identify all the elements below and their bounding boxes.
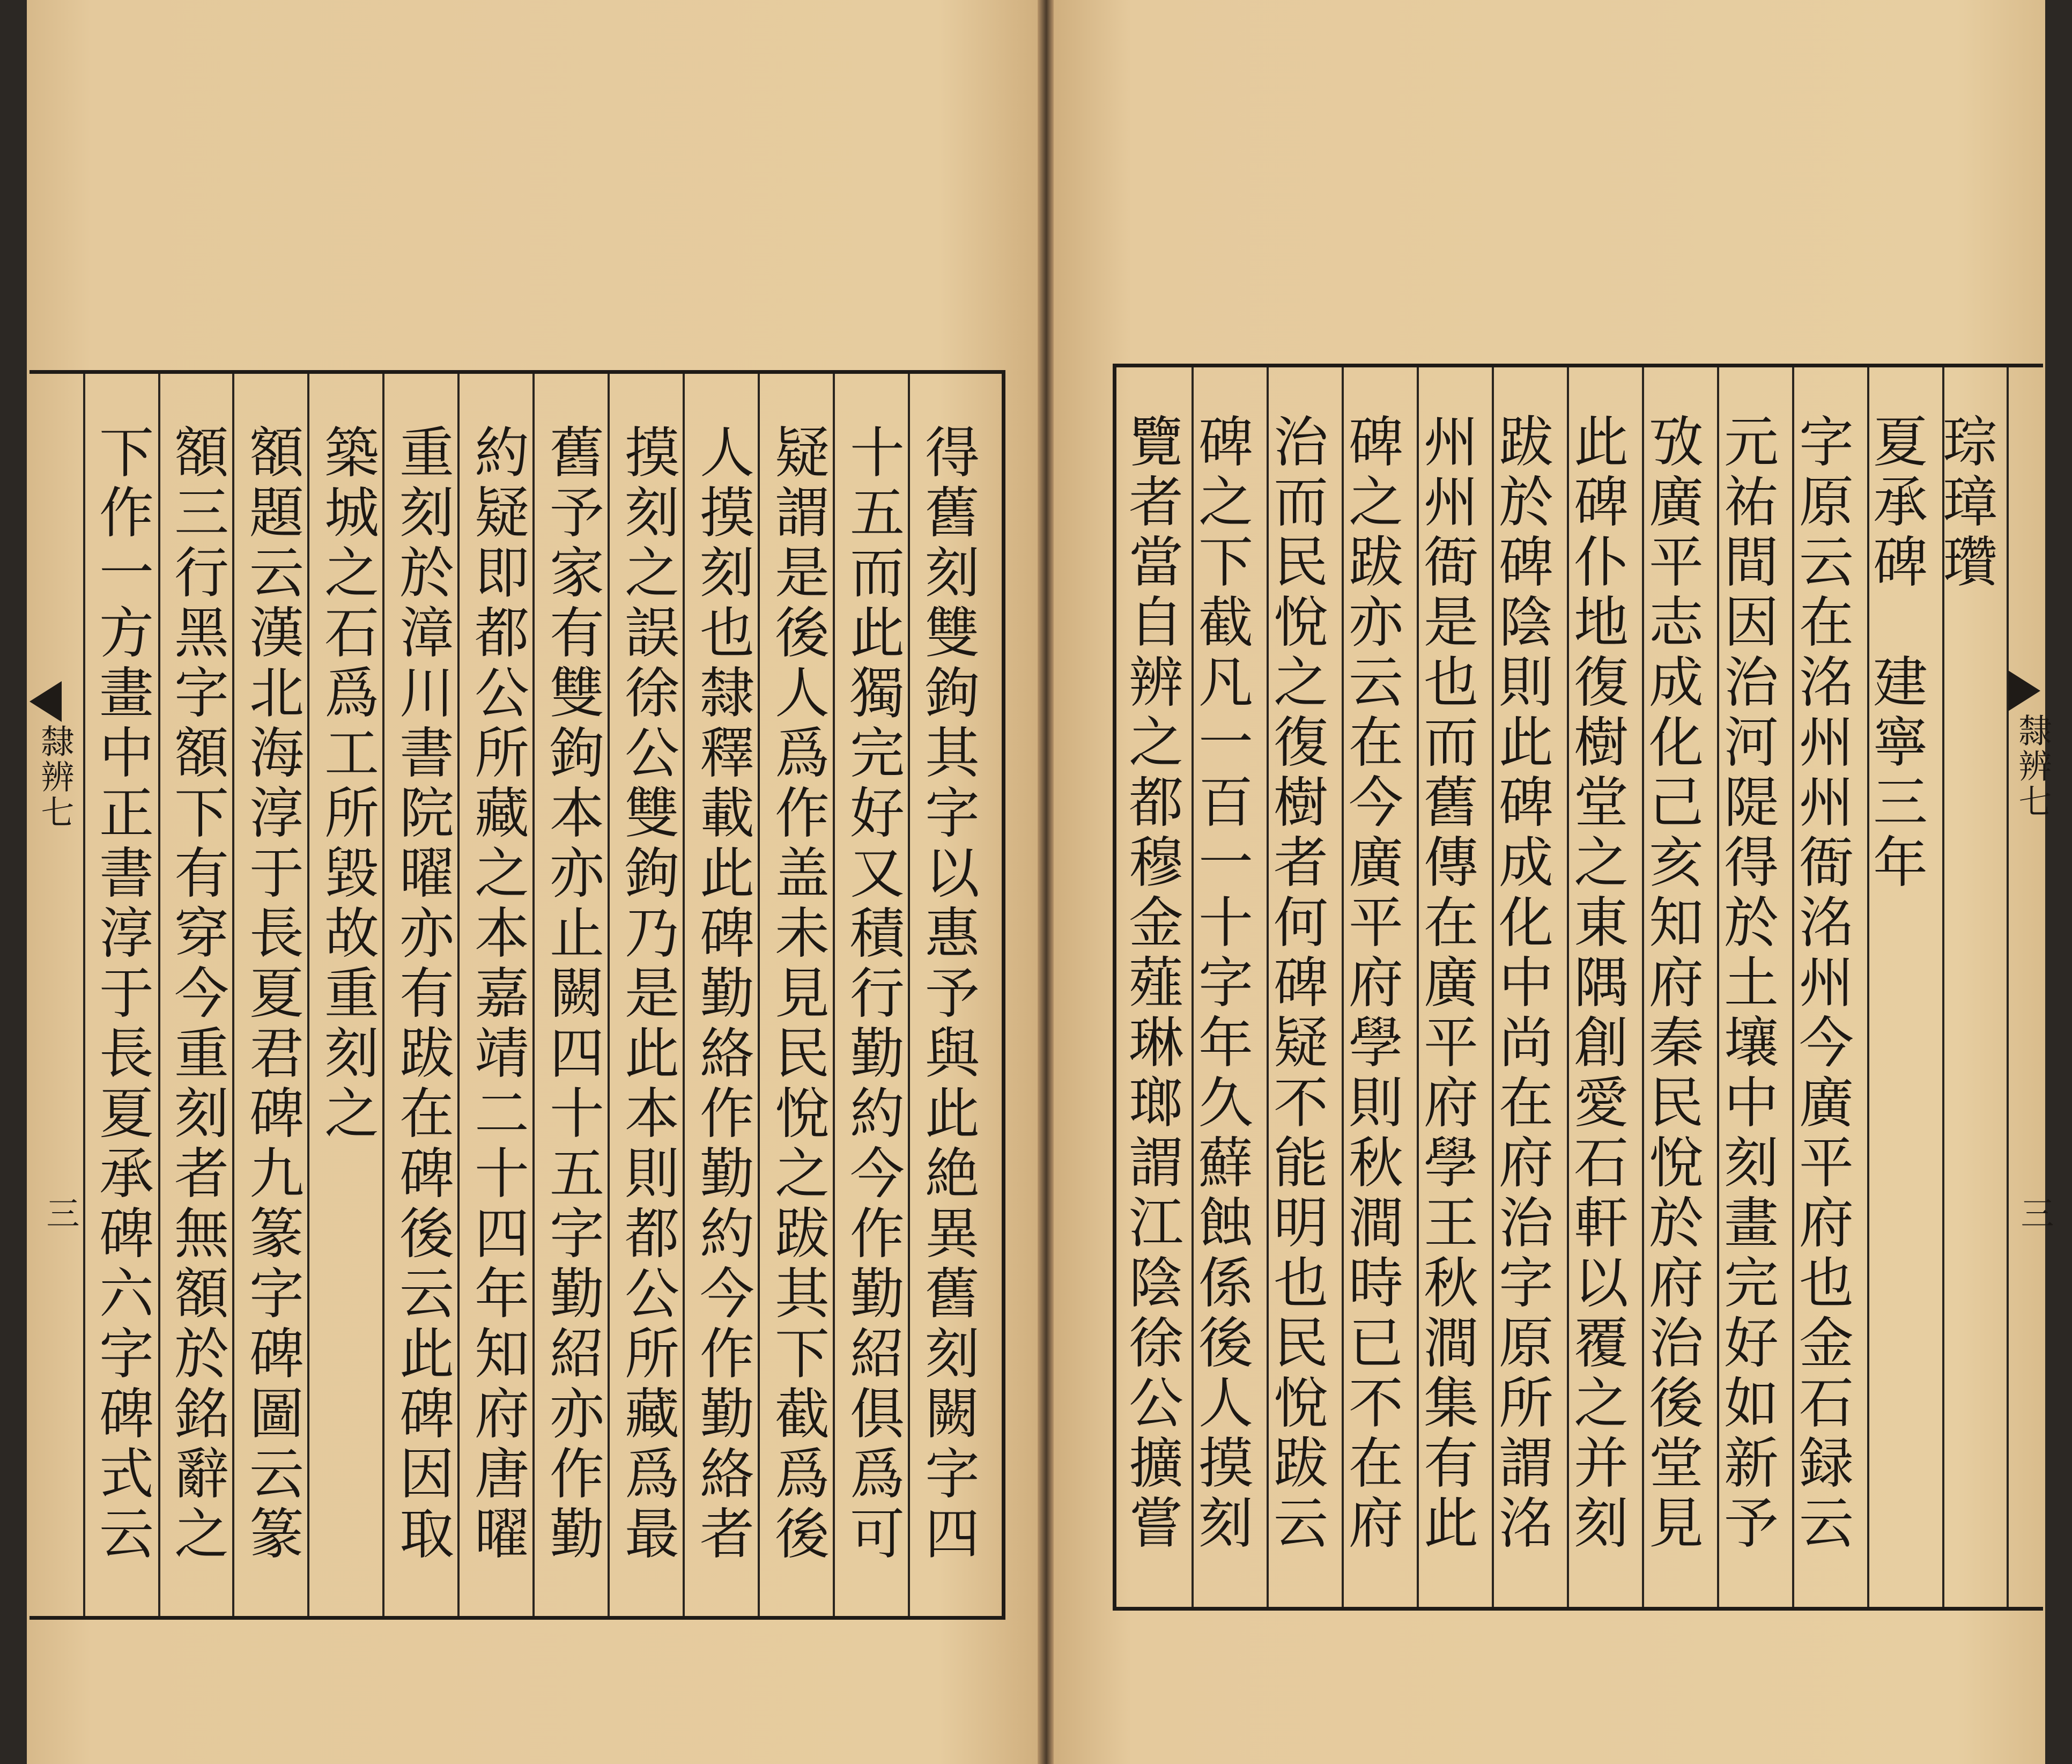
column-rule <box>608 374 610 1616</box>
text-column: 州州衙是也而舊傳在廣平府學王秋澗集有此 <box>1415 413 1478 1554</box>
column-rule <box>307 374 309 1616</box>
text-column: 跋於碑陰則此碑成化中尚在府治字原所謂洺 <box>1490 413 1553 1554</box>
text-column: 元祐間因治河隄得於土壤中刻畫完好如新予 <box>1715 413 1779 1554</box>
text-column: 舊予家有雙鉤本亦止闕四十五字勤紹亦作勤 <box>541 424 604 1565</box>
book-edge-left <box>0 0 27 1764</box>
text-column: 夏承碑 建寧三年 <box>1864 413 1928 894</box>
text-column: 十五而此獨完好又積行勤約今作勤紹俱爲可 <box>841 424 905 1565</box>
text-column: 人摸刻也隸釋載此碑勤絡作勤約今作勤絡者 <box>691 424 754 1565</box>
column-rule <box>683 374 685 1616</box>
center-label: 隸辨七 <box>35 724 75 830</box>
column-rule <box>833 374 835 1616</box>
text-column: 覽者當自辨之都穆金薤琳瑯謂江陰徐公擴嘗 <box>1120 413 1183 1554</box>
text-column: 攷廣平志成化己亥知府秦民悅於府治後堂見 <box>1640 413 1704 1554</box>
text-column: 碑之下截凡一百一十字年久蘚蝕係後人摸刻 <box>1189 413 1253 1554</box>
column-rule <box>908 374 910 1616</box>
text-column: 字原云在洺州州衙洺州今廣平府也金石録云 <box>1790 413 1854 1554</box>
fish-tail-mark <box>2008 670 2040 711</box>
book-gutter <box>1038 0 1054 1764</box>
text-column: 碑之跋亦云在今廣平府學則秋澗時已不在府 <box>1340 413 1403 1554</box>
leaf-number: 三 <box>41 1196 80 1229</box>
column-rule <box>758 374 760 1616</box>
text-column: 下作一方畫中正書淳于長夏承碑六字碑式云 <box>90 424 154 1565</box>
text-column: 重刻於漳川書院曜亦有跋在碑後云此碑因取 <box>390 424 454 1565</box>
fish-tail-mark <box>29 681 62 722</box>
leaf-number: 三 <box>2015 1196 2054 1229</box>
column-rule <box>2007 367 2009 1607</box>
column-rule <box>158 374 160 1616</box>
text-column: 此碑仆地復樹堂之東隅創愛石軒以覆之并刻 <box>1565 413 1629 1554</box>
column-rule <box>382 374 384 1616</box>
column-rule <box>232 374 234 1616</box>
text-column: 額題云漢北海淳于長夏君碑九篆字碑圖云篆 <box>240 424 304 1565</box>
book-edge-right <box>2045 0 2072 1764</box>
text-column: 額三行黑字額下有穿今重刻者無額於銘辭之 <box>165 424 229 1565</box>
column-rule <box>532 374 535 1616</box>
text-column: 疑謂是後人爲作盖未見民悅之跋其下截爲後 <box>766 424 830 1565</box>
text-column: 摸刻之誤徐公雙鉤乃是此本則都公所藏爲最 <box>616 424 679 1565</box>
column-rule <box>83 374 85 1616</box>
text-column: 得舊刻雙鉤其字以惠予與此絶異舊刻闕字四 <box>916 424 980 1565</box>
column-rule <box>457 374 460 1616</box>
center-label: 隸辨七 <box>2013 713 2052 820</box>
text-column: 琮璋瓚 <box>1934 413 1997 593</box>
text-column: 築城之石爲工所毀故重刻之 <box>315 424 379 1145</box>
text-column: 約疑即都公所藏之本嘉靖二十四年知府唐曜 <box>465 424 529 1565</box>
text-column: 治而民悅之復樹者何碑疑不能明也民悅跋云 <box>1264 413 1328 1554</box>
